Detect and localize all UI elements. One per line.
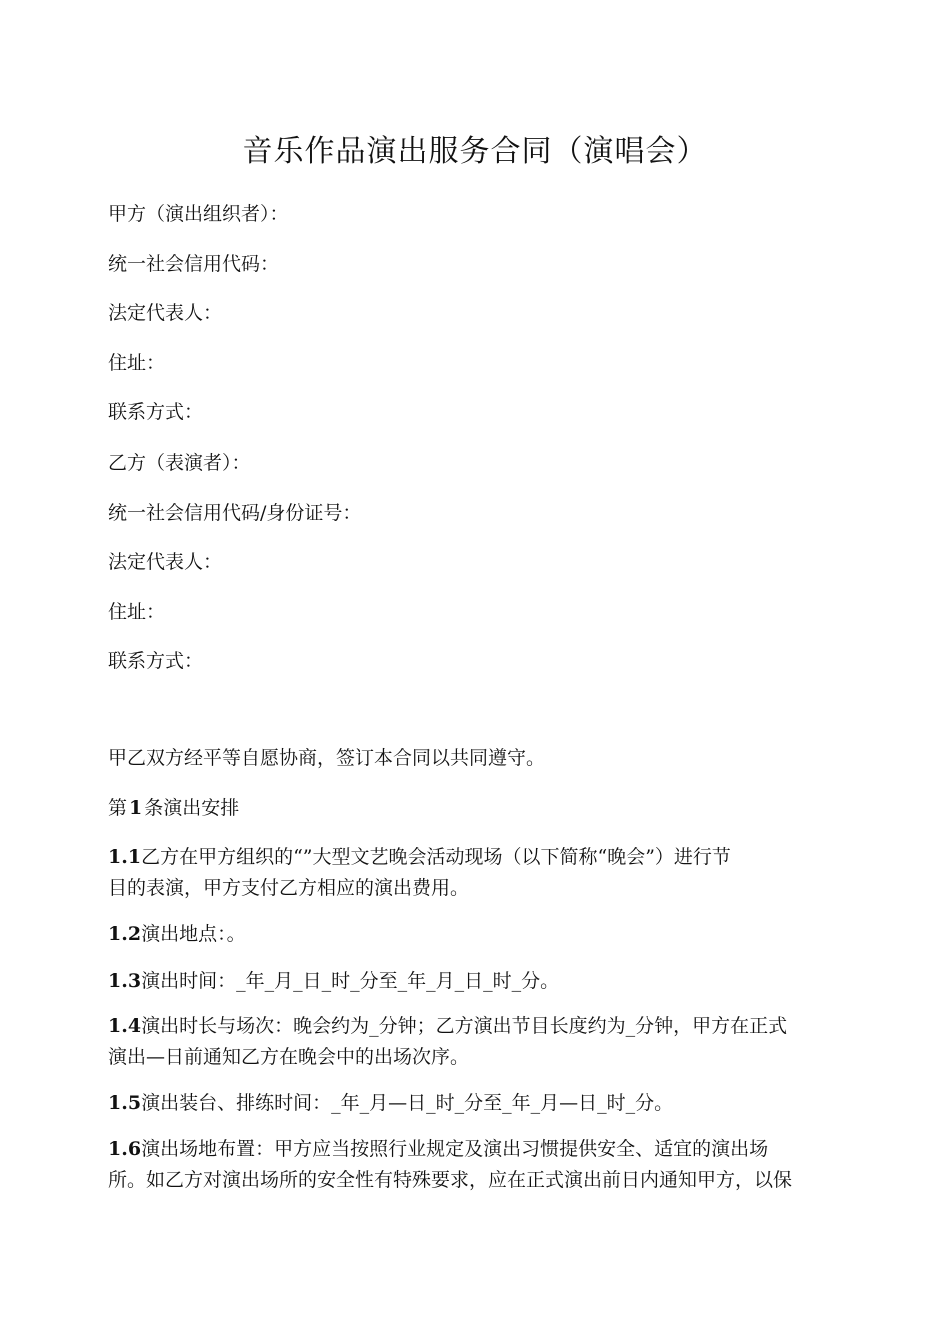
clause-1-1 bbox=[108, 842, 848, 904]
article-1-heading bbox=[108, 796, 239, 820]
clause-text: 演出时间：_年_月_日_时_分至_年_月_日_时_分。 bbox=[141, 970, 560, 992]
clause-text: 演出装台、排练时间：_年_月—日_时_分至_年_月—日_时_分。 bbox=[141, 1092, 674, 1114]
party-a-credit-code: 统一社会信用代码： bbox=[108, 253, 280, 275]
intro-text: 甲乙双方经平等自愿协商，签订本合同以共同遵守。 bbox=[108, 747, 546, 769]
clause-text: 演出场地布置：甲方应当按照行业规定及演出习惯提供安全、适宜的演出场 bbox=[141, 1138, 769, 1160]
clause-number: 1.3 bbox=[108, 970, 142, 992]
clause-number: 1.6 bbox=[108, 1138, 142, 1160]
party-b-legal-rep: 法定代表人： bbox=[108, 551, 223, 573]
clause-1-4 bbox=[108, 1011, 848, 1073]
clause-number: 1.4 bbox=[108, 1015, 142, 1037]
article-title: 条演出安排 bbox=[144, 797, 240, 819]
party-a-heading: 甲方（演出组织者）： bbox=[108, 203, 289, 225]
clause-1-6 bbox=[108, 1134, 848, 1196]
article-number: 1 bbox=[129, 797, 143, 819]
clause-number: 1.2 bbox=[108, 923, 142, 945]
clause-1-2 bbox=[108, 919, 848, 950]
party-a-address: 住址： bbox=[108, 352, 166, 374]
party-a-contact: 联系方式： bbox=[108, 401, 204, 423]
article-prefix: 第 bbox=[108, 797, 128, 819]
clause-text: 乙方在甲方组织的“”大型文艺晚会活动现场（以下简称“晚会”）进行节 bbox=[141, 846, 731, 868]
clause-text-continued: 演出—日前通知乙方在晚会中的出场次序。 bbox=[108, 1046, 470, 1068]
party-b-address: 住址： bbox=[108, 601, 166, 623]
party-a-legal-rep: 法定代表人： bbox=[108, 302, 223, 324]
clause-text-continued: 目的表演，甲方支付乙方相应的演出费用。 bbox=[108, 877, 470, 899]
party-b-credit-code: 统一社会信用代码/身份证号： bbox=[108, 502, 362, 524]
page-title: 音乐作品演出服务合同（演唱会） bbox=[242, 134, 708, 169]
party-b-heading: 乙方（表演者）： bbox=[108, 452, 251, 474]
clause-text: 演出地点：。 bbox=[141, 923, 246, 945]
clause-number: 1.1 bbox=[108, 846, 142, 868]
clause-1-5 bbox=[108, 1088, 848, 1119]
party-b-contact: 联系方式： bbox=[108, 650, 204, 672]
clause-text-continued: 所。如乙方对演出场所的安全性有特殊要求，应在正式演出前日内通知甲方，以保 bbox=[108, 1169, 793, 1191]
clause-1-3 bbox=[108, 966, 848, 997]
clause-number: 1.5 bbox=[108, 1092, 142, 1114]
clause-text: 演出时长与场次：晚会约为_分钟；乙方演出节目长度约为_分钟，甲方在正式 bbox=[141, 1015, 788, 1037]
